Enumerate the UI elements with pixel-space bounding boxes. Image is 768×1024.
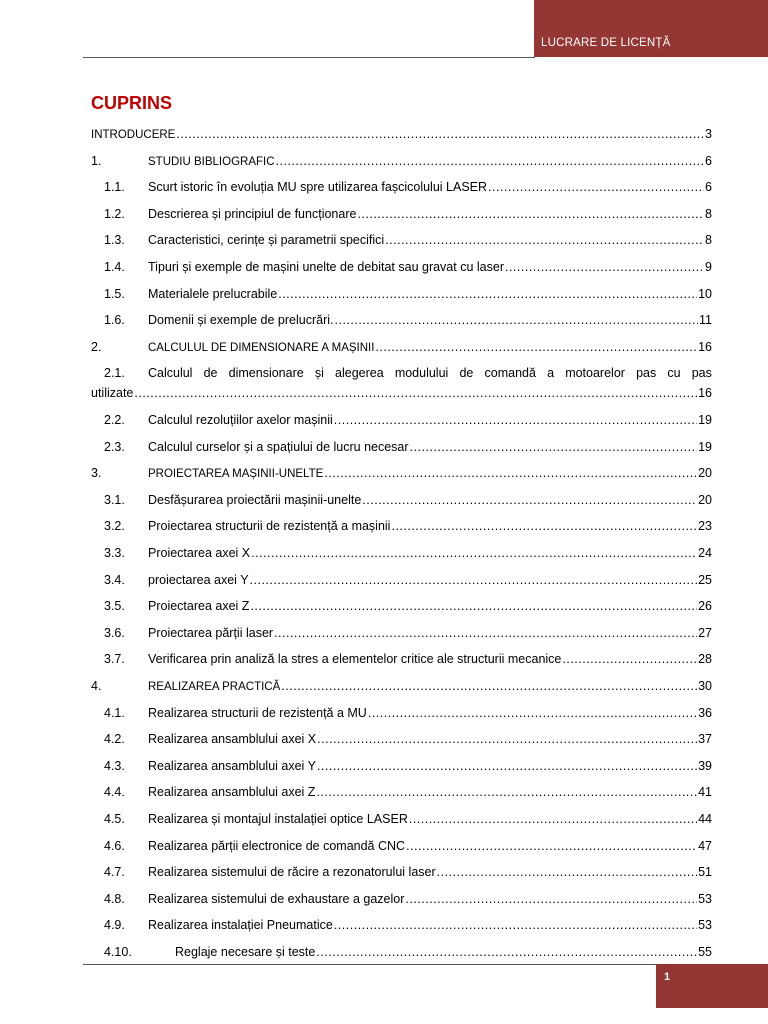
toc-entry-label: Realizarea ansamblului axei Y: [148, 758, 316, 773]
toc-entry[interactable]: [91, 151, 712, 171]
leader-dots: [176, 124, 704, 144]
toc-entry-label: Reglaje necesare și teste: [175, 945, 316, 959]
toc-entry-number: 4.4.: [104, 785, 125, 800]
toc-entry[interactable]: [91, 490, 712, 510]
toc-entry-label: REALIZAREA PRACTICĂ: [148, 681, 281, 693]
toc-entry-label: Realizarea ansamblului axei Z: [148, 785, 316, 800]
leader-dots: [134, 383, 697, 403]
toc-entry-number: 3.1.: [104, 492, 125, 507]
leader-dots: [334, 410, 697, 430]
toc-entry-number: 3.5.: [104, 599, 125, 614]
toc-entry-number: 1.4.: [104, 260, 125, 274]
toc-entry-page: 6: [705, 153, 712, 168]
toc-entry-label: Proiectarea structurii de rezistență a mașinii: [148, 519, 391, 534]
toc-entry-number: 1.6.: [104, 313, 125, 328]
toc-entry[interactable]: [91, 516, 712, 536]
toc-entry[interactable]: [91, 257, 712, 277]
toc-entry-label: Verificarea prin analiză la stres a elementelor critice ale structurii mecanice: [148, 652, 562, 667]
footer-rule: [83, 964, 656, 965]
toc-entry[interactable]: [91, 729, 712, 749]
toc-entry-page: 44: [698, 812, 712, 826]
toc-entry-label: PROIECTAREA MAȘINII-UNELTE: [148, 468, 324, 481]
toc-entry[interactable]: [91, 310, 712, 330]
leader-dots: [250, 570, 698, 590]
toc-entry-page: 26: [698, 599, 712, 614]
toc-entry-page: 28: [698, 652, 712, 667]
leader-dots: [324, 463, 697, 483]
toc-entry-label: Realizarea ansamblului axei X: [148, 732, 317, 747]
leader-dots: [405, 889, 697, 909]
toc-entry-number: 3.3.: [104, 546, 125, 560]
toc-entry-number: 4.1.: [104, 705, 125, 720]
toc-entry-page: 30: [698, 679, 712, 693]
toc-entry-page: 8: [705, 233, 712, 248]
leader-dots: [385, 230, 704, 250]
toc-entry[interactable]: [91, 703, 712, 723]
leader-dots: [375, 337, 697, 357]
toc-entry-label-line: Calculul de dimensionare și alegerea modulului de comandă a motoarelor pas cu pas: [148, 366, 712, 381]
toc-entry-label: Calculul rezoluțiilor axelor mașinii: [148, 413, 333, 427]
toc-entry[interactable]: [91, 363, 712, 401]
toc-entry-label: INTRODUCERE: [91, 129, 176, 141]
leader-dots: [274, 623, 697, 643]
leader-dots: [362, 490, 697, 510]
toc-entry-page: 10: [698, 286, 712, 301]
toc-entry[interactable]: [91, 284, 712, 304]
toc-entry-page: 51: [698, 865, 712, 880]
toc-entry[interactable]: [91, 649, 712, 669]
leader-dots: [316, 942, 697, 962]
toc-entry-label: Realizarea structurii de rezistență a MU: [148, 705, 367, 720]
leader-dots: [278, 284, 697, 304]
page-number: 1: [664, 971, 671, 983]
leader-dots: [335, 310, 699, 330]
toc-entry-label: Desfășurarea proiectării mașinii-unelte: [148, 492, 362, 507]
toc-entry-label: Caracteristici, cerințe și parametrii specifici: [148, 233, 385, 248]
toc-entry-label: Domenii și exemple de prelucrări.: [148, 313, 334, 328]
toc-entry-page: 8: [705, 206, 712, 221]
toc-entry[interactable]: [91, 463, 712, 483]
leader-dots: [281, 676, 697, 696]
toc-entry-number: 4.5.: [104, 812, 125, 826]
toc-entry-number: 4.10.: [104, 945, 132, 959]
toc-entry-number: 2.: [91, 339, 102, 354]
toc-entry-label: proiectarea axei Y: [148, 572, 249, 587]
toc-entry[interactable]: [91, 543, 712, 563]
toc-entry-number: 4.3.: [104, 758, 125, 773]
toc-entry-label: CALCULUL DE DIMENSIONARE A MAȘINII: [148, 341, 375, 354]
leader-dots: [391, 516, 697, 536]
toc-entry[interactable]: [91, 570, 712, 590]
toc-entry-number: 4.8.: [104, 891, 125, 906]
toc-entry-number: 2.1.: [104, 366, 125, 381]
toc-entry-page: 16: [698, 386, 712, 401]
footer-tab: [656, 964, 768, 1008]
leader-dots: [251, 543, 697, 563]
toc-entry-page: 47: [698, 838, 712, 853]
toc-entry[interactable]: [91, 836, 712, 856]
toc-entry-page: 23: [698, 519, 712, 534]
leader-dots: [505, 257, 704, 277]
leader-dots: [437, 862, 697, 882]
toc-entry-page: 9: [705, 260, 712, 274]
toc-entry-label: STUDIU BIBLIOGRAFIC: [148, 155, 275, 168]
toc-entry-number: 4.: [91, 679, 102, 693]
toc-entry-label-continued: utilizate: [91, 386, 134, 401]
toc-entry-page: 3: [705, 127, 712, 141]
toc-entry[interactable]: [91, 596, 712, 616]
leader-dots: [276, 151, 705, 171]
leader-dots: [357, 204, 704, 224]
leader-dots: [488, 177, 704, 197]
toc-entry[interactable]: [91, 889, 712, 909]
toc-entry[interactable]: [91, 676, 712, 696]
leader-dots: [406, 836, 697, 856]
toc-entry-number: 1.2.: [104, 206, 125, 221]
toc-entry[interactable]: [91, 410, 712, 430]
leader-dots: [334, 915, 697, 935]
toc-entry[interactable]: [91, 623, 712, 643]
toc-entry-label: Proiectarea axei X: [148, 546, 251, 560]
toc-entry-number: 4.6.: [104, 838, 125, 853]
toc-entry-number: 3.6.: [104, 625, 125, 640]
toc-entry-page: 39: [698, 758, 712, 773]
toc-entry-page: 36: [698, 705, 712, 720]
leader-dots: [317, 756, 697, 776]
toc-entry-page: 20: [698, 492, 712, 507]
toc-entry[interactable]: [91, 337, 712, 357]
toc-entry-page: 41: [698, 785, 712, 800]
leader-dots: [250, 596, 697, 616]
leader-dots: [316, 782, 697, 802]
toc-entry-number: 2.3.: [104, 439, 125, 454]
toc-entry[interactable]: [91, 756, 712, 776]
running-header-title: LUCRARE DE LICENȚĂ: [541, 37, 671, 49]
toc-entry[interactable]: [91, 809, 712, 829]
toc-entry[interactable]: [91, 177, 712, 197]
toc-entry-label: Realizarea și montajul instalației optice LASER: [148, 812, 408, 826]
toc-entry-label: Proiectarea axei Z: [148, 599, 250, 614]
toc-entry-number: 3.: [91, 466, 102, 481]
toc-entry-page: 19: [698, 439, 712, 454]
toc-entry-label: Scurt istoric în evoluția MU spre utilizarea fașcicolului LASER: [148, 180, 488, 195]
toc-entry-number: 3.7.: [104, 652, 125, 667]
toc-entry[interactable]: [91, 437, 712, 457]
toc-entry-page: 53: [698, 891, 712, 906]
toc-entry-page: 24: [698, 546, 712, 560]
toc-entry-label: Realizarea instalației Pneumatice: [148, 918, 333, 933]
toc-entry-label: Tipuri și exemple de mașini unelte de debitat sau gravat cu laser: [148, 260, 504, 274]
leader-dots: [409, 809, 697, 829]
toc-entry[interactable]: [91, 915, 712, 935]
toc-title: CUPRINS: [91, 93, 173, 113]
toc-entry[interactable]: [91, 782, 712, 802]
leader-dots: [368, 703, 697, 723]
toc-entry[interactable]: [91, 230, 712, 250]
toc-entry-page: 11: [699, 313, 712, 328]
leader-dots: [410, 437, 698, 457]
toc-entry-page: 37: [698, 732, 712, 747]
toc-entry-label: Realizarea sistemului de exhaustare a gazelor: [148, 891, 405, 906]
toc-entry-page: 53: [698, 918, 712, 933]
toc-entry-label: Descrierea și principiul de funcționare: [148, 206, 357, 221]
toc-entry-label: Materialele prelucrabile: [148, 286, 278, 301]
toc-entry-label: Realizarea sistemului de răcire a rezonatorului laser: [148, 865, 436, 880]
toc-entry-page: 6: [705, 180, 712, 195]
leader-dots: [317, 729, 697, 749]
toc-entry-page: 25: [698, 572, 712, 587]
toc-entry-label: Calculul curselor și a spațiului de lucru necesar: [148, 439, 409, 454]
toc-entry-page: 16: [698, 339, 712, 354]
toc-entry-page: 55: [698, 945, 712, 959]
toc-entry-number: 4.9.: [104, 918, 125, 933]
toc-entry-number: 1.1.: [104, 180, 125, 195]
toc-entry[interactable]: [91, 204, 712, 224]
toc-entry-number: 3.4.: [104, 572, 125, 587]
toc-entry-number: 3.2.: [104, 519, 125, 534]
toc-entry[interactable]: [91, 942, 712, 962]
toc-entry-number: 4.7.: [104, 865, 125, 880]
leader-dots: [562, 649, 697, 669]
toc-entry-page: 27: [698, 625, 712, 640]
toc-entry-number: 1.3.: [104, 233, 125, 248]
header-rule: [83, 57, 535, 58]
toc-entry-number: 1.5.: [104, 286, 125, 301]
toc-entry-number: 1.: [91, 153, 102, 168]
toc-entry-label: Realizarea părții electronice de comandă CNC: [148, 838, 406, 853]
toc-entry-page: 20: [698, 466, 712, 481]
toc-entry-number: 2.2.: [104, 413, 125, 427]
toc-entry-number: 4.2.: [104, 732, 125, 747]
toc-entry-label: Proiectarea părții laser: [148, 625, 274, 640]
toc-entry-page: 19: [698, 413, 712, 427]
toc-entry[interactable]: [91, 862, 712, 882]
toc-entry[interactable]: [91, 124, 712, 144]
